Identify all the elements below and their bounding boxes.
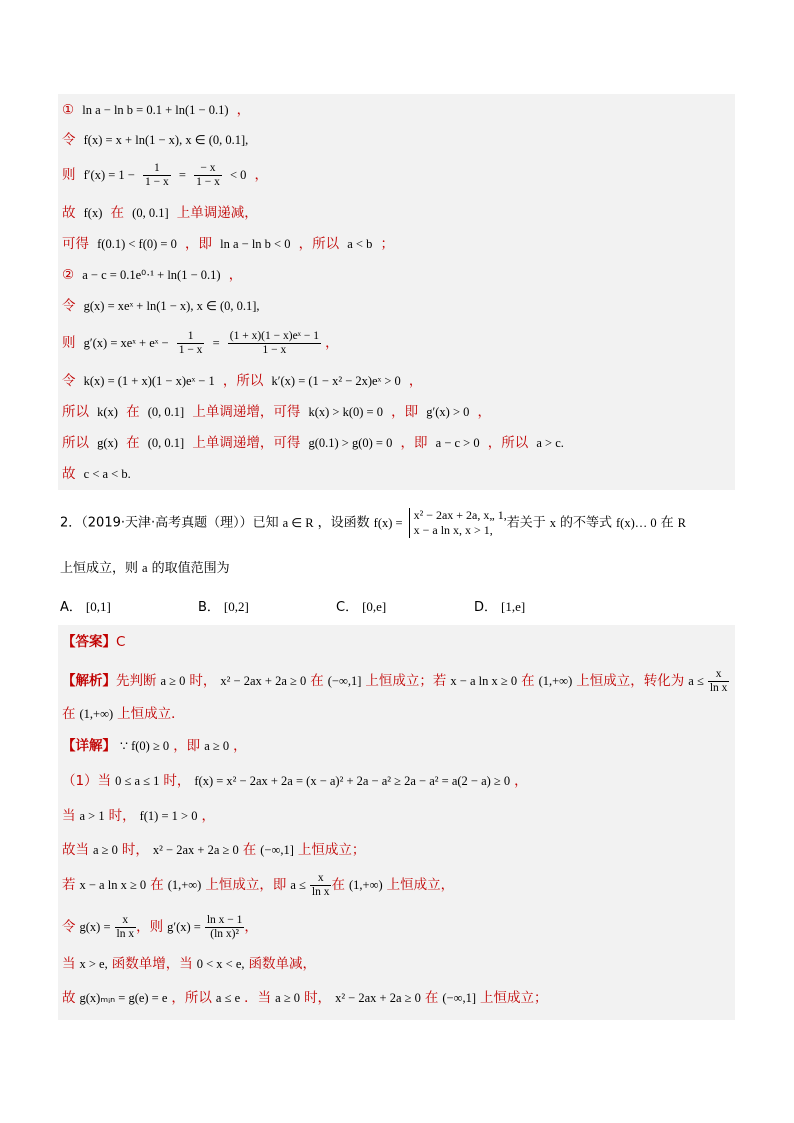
text: 在 [424, 990, 439, 1006]
text: 在 [331, 877, 345, 893]
formula: f′(x) = 1 − [83, 168, 135, 182]
formula: 0 ≤ a ≤ 1 [115, 774, 160, 788]
text: 时， [108, 808, 136, 824]
part1-line-12 [62, 464, 135, 485]
part1-line-4 [62, 203, 258, 224]
part1-line-2 [62, 130, 252, 151]
text: 令 [62, 373, 76, 389]
part1-line-9 [62, 371, 422, 392]
formula: (−∞,1] [442, 991, 477, 1005]
numerator: x [310, 872, 332, 886]
text: ，即 [173, 738, 201, 754]
formula: x [549, 515, 556, 530]
text: 上单调递增，可得 [192, 404, 301, 420]
formula: k(x) [97, 405, 118, 419]
part1-line-3 [62, 162, 268, 189]
punct: ， [236, 102, 251, 118]
denominator: ln x [709, 682, 728, 694]
numerator: ln x − 1 [206, 914, 243, 926]
text: 上恒成立，转化为 [576, 673, 685, 689]
text: 上恒成立，即 [205, 877, 287, 893]
fraction [228, 330, 321, 357]
text: 故 [62, 990, 76, 1006]
text: ，设函数 [317, 515, 370, 531]
text: 故 [62, 205, 76, 221]
formula: < 0 [229, 168, 247, 182]
formula: (0, 0.1] [147, 436, 185, 450]
text: 故当 [62, 842, 89, 858]
detail-line-3 [62, 806, 215, 827]
formula: f(x) = x + ln(1 − x), x ∈ (0, 0.1], [83, 133, 249, 147]
detail-line-5 [62, 872, 454, 899]
option-value: [0,1] [85, 599, 111, 614]
formula: a − c > 0 [435, 436, 480, 450]
text: 上恒成立；若 [365, 673, 447, 689]
formula: g(0.1) > g(0) = 0 [308, 436, 393, 450]
formula: a < b [347, 237, 373, 251]
text: 先判断 [116, 673, 157, 689]
text: 在 [310, 673, 324, 689]
formula: a ≥ 0 [93, 843, 118, 857]
detail-line-2 [62, 771, 528, 792]
formula: x² − 2ax + 2a ≥ 0 [220, 674, 307, 688]
text: ，即 [184, 236, 212, 252]
punct: ， [233, 738, 247, 754]
formula: x > e, [79, 957, 108, 971]
formula: g′(x) = [167, 920, 201, 934]
text: 所以 [62, 404, 89, 420]
case-1: x² − 2ax + 2a, x„ 1, [413, 508, 507, 522]
circled-two: ② [62, 267, 75, 283]
text: 上恒成立． [117, 706, 185, 722]
option-c[interactable] [336, 596, 390, 615]
numerator: x [708, 668, 730, 682]
detail-line-7 [62, 954, 316, 975]
text: 故 [62, 466, 76, 482]
denominator: 1 − x [262, 344, 287, 356]
denominator: 1 − x [144, 176, 169, 188]
text: 的不等式 [559, 515, 612, 531]
fraction [205, 914, 245, 941]
punct: ； [380, 236, 394, 252]
fraction [194, 162, 222, 189]
question-line-1 [60, 508, 690, 538]
text: 在 [126, 404, 140, 420]
formula: k′(x) = (1 − x² − 2x)eˣ > 0 [271, 374, 401, 388]
formula: f(x)… 0 [616, 515, 657, 530]
formula: a − c = 0.1e⁰·¹ + ln(1 − 0.1) [82, 268, 221, 282]
analysis-line-1 [62, 668, 729, 695]
part1-line-6 [62, 265, 242, 286]
text: 时， [304, 990, 332, 1006]
part1-line-5 [62, 234, 394, 255]
text: 若 [62, 877, 76, 893]
formula: f(x) = x² − 2ax + 2a = (x − a)² + 2a − a² ≥ 2a − a² = a(2 − a) ≥ 0 [194, 774, 511, 788]
punct: ， [244, 919, 258, 935]
formula: a ≤ e [215, 991, 241, 1005]
part1-line-7 [62, 296, 264, 317]
fraction [115, 914, 137, 941]
part1-line-8 [62, 330, 339, 357]
piecewise [409, 508, 507, 538]
text: 所以 [62, 435, 89, 451]
text: ，即 [400, 435, 428, 451]
fraction [708, 668, 730, 695]
formula: = [212, 336, 220, 350]
text: （1）当 [62, 773, 112, 789]
denominator: ln x [116, 928, 135, 940]
formula: x² − 2ax + 2a ≥ 0 [152, 843, 239, 857]
formula: f(0.1) < f(0) = 0 [97, 237, 177, 251]
formula: a ≥ 0 [204, 739, 230, 753]
text: 上恒成立； [480, 990, 548, 1006]
text: 在 [660, 515, 674, 531]
formula: (−∞,1] [260, 843, 294, 857]
analysis-tag: 【解析】 [62, 673, 116, 689]
denominator: 1 − x [196, 176, 220, 188]
question-line-2 [60, 558, 230, 579]
text: 时， [121, 842, 149, 858]
detail-tag: 【详解】 [62, 738, 116, 754]
formula: (−∞,1] [327, 674, 362, 688]
text: 上单调递增，可得 [192, 435, 301, 451]
numerator: 1 [177, 330, 205, 344]
option-label: A． [60, 600, 82, 615]
fraction [177, 330, 205, 357]
detail-line-6 [62, 914, 258, 941]
denominator: (ln x)² [210, 928, 239, 940]
text: 当 [62, 808, 76, 824]
punct: ， [254, 167, 269, 183]
denominator: ln x [311, 886, 330, 898]
formula: (0, 0.1] [147, 405, 185, 419]
text: 在 [62, 706, 76, 722]
formula: x − a ln x ≥ 0 [450, 674, 518, 688]
option-label: D． [474, 600, 498, 615]
text: 若关于 [506, 515, 546, 531]
text: 上恒成立； [297, 842, 366, 858]
text: 的取值范围为 [151, 561, 230, 576]
option-a[interactable] [60, 596, 115, 615]
text: 令 [62, 132, 76, 148]
text: 在 [110, 205, 125, 221]
case-2: x − a ln x, x > 1, [413, 523, 493, 537]
detail-line-8 [62, 988, 548, 1009]
text: ．当 [244, 990, 272, 1006]
answer-value: C [116, 634, 126, 650]
text: 在 [242, 842, 257, 858]
numerator: 1 [143, 162, 171, 176]
option-d[interactable] [474, 596, 529, 615]
option-value: [0,e] [362, 599, 387, 614]
text: 时， [163, 773, 191, 789]
fraction [310, 872, 332, 899]
detail-line-4 [62, 840, 365, 861]
formula: f(x) [83, 206, 103, 220]
formula: ln a − ln b = 0.1 + ln(1 − 0.1) [82, 103, 229, 117]
formula: g′(x) = xeˣ + eˣ − [83, 336, 169, 350]
numerator: x [115, 914, 137, 928]
answer-line [62, 632, 125, 653]
formula: ∵ f(0) ≥ 0 [120, 739, 170, 753]
detail-line-1 [62, 736, 247, 757]
formula: = [178, 168, 186, 182]
formula: k(x) = (1 + x)(1 − x)eˣ − 1 [83, 374, 215, 388]
formula: 0 < x < e, [196, 957, 245, 971]
formula: g(x)ₘᵢₙ = g(e) = e [79, 991, 168, 1005]
part1-line-1 [62, 100, 250, 121]
text: 则 [62, 167, 76, 183]
formula: (1,+∞) [348, 878, 383, 892]
text: ，所以 [487, 435, 529, 451]
option-value: [0,2] [223, 599, 249, 614]
text: ，所以 [222, 373, 264, 389]
formula: a [142, 561, 148, 575]
option-label: C． [336, 600, 359, 615]
text: ，所以 [171, 990, 212, 1006]
formula: (0, 0.1] [132, 206, 169, 220]
circled-one: ① [62, 102, 75, 118]
formula: a ≤ [688, 674, 704, 688]
text: ，则 [136, 919, 164, 935]
text: 令 [62, 919, 76, 935]
formula: a > 1 [79, 809, 105, 823]
punct: ， [228, 267, 243, 283]
text: 上恒成立， [386, 877, 455, 893]
formula: a ≥ 0 [275, 991, 301, 1005]
numerator: (1 + x)(1 − x)eˣ − 1 [229, 330, 319, 342]
formula: f(1) = 1 > 0 [139, 809, 198, 823]
punct: ， [201, 808, 215, 824]
denominator: 1 − x [178, 344, 203, 356]
formula: a > c. [536, 436, 564, 450]
formula: (1,+∞) [79, 707, 114, 721]
text: 函数单增，当 [111, 956, 193, 972]
formula: g(x) [97, 436, 118, 450]
formula: g(x) = xeˣ + ln(1 − x), x ∈ (0, 0.1], [83, 299, 260, 313]
formula: (1,+∞) [167, 878, 202, 892]
text: 上恒成立，则 [60, 561, 139, 576]
text: ，所以 [298, 236, 340, 252]
formula: g′(x) > 0 [426, 405, 470, 419]
option-value: [1,e] [501, 599, 526, 614]
answer-tag: 【答案】 [62, 634, 116, 650]
formula: a ∈ R [282, 515, 314, 530]
text: 在 [150, 877, 164, 893]
formula: a ≥ 0 [160, 674, 186, 688]
formula: c < a < b. [83, 467, 131, 481]
text: 令 [62, 298, 76, 314]
formula: a ≤ [290, 878, 306, 892]
text: 在 [126, 435, 140, 451]
formula: ln a − ln b < 0 [220, 237, 291, 251]
fraction [143, 162, 171, 189]
text: 函数单减， [248, 956, 317, 972]
text: 可得 [62, 236, 89, 252]
numerator: − x [194, 162, 222, 176]
text: ，即 [391, 404, 419, 420]
text: 时， [189, 673, 217, 689]
formula: k(x) > k(0) = 0 [308, 405, 383, 419]
formula: g(x) = [79, 920, 111, 934]
punct: ， [325, 335, 339, 351]
solution-background-top [58, 94, 735, 490]
part1-line-11 [62, 433, 568, 454]
punct: ， [477, 404, 492, 420]
analysis-line-2 [62, 704, 185, 725]
punct: ， [514, 773, 528, 789]
option-b[interactable] [198, 596, 253, 615]
text: 当 [62, 956, 76, 972]
text: 则 [62, 335, 76, 351]
formula: x² − 2ax + 2a ≥ 0 [335, 991, 421, 1005]
formula: R [677, 515, 686, 530]
text: 上单调递减， [176, 205, 258, 221]
text: 在 [521, 673, 535, 689]
formula: x − a ln x ≥ 0 [79, 878, 147, 892]
formula: (1,+∞) [538, 674, 573, 688]
option-label: B． [198, 600, 220, 615]
part1-line-10 [62, 402, 491, 423]
punct: ， [408, 373, 423, 389]
formula: f(x) = [373, 515, 403, 530]
question-prefix: 2．（2019·天津·高考真题（理））已知 [60, 515, 279, 531]
